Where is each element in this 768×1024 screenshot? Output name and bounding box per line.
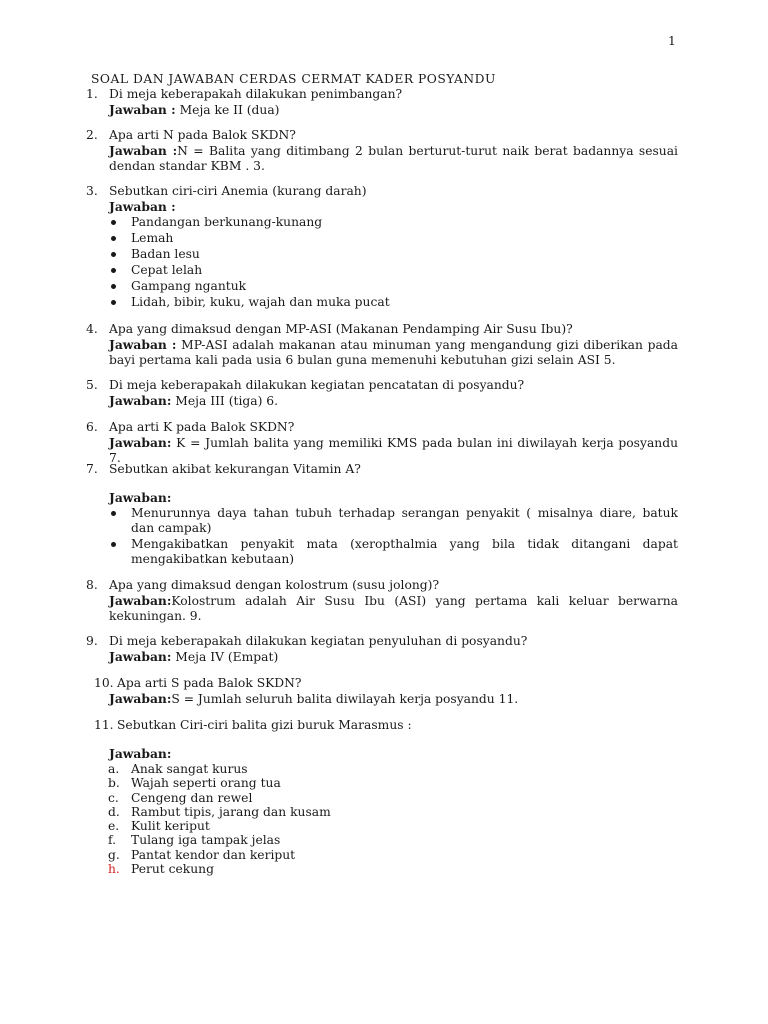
question-text: Apa arti S pada Balok SKDN? [117, 676, 302, 690]
question-number: 7. [86, 462, 98, 476]
question-6 [86, 420, 678, 466]
question-1 [86, 87, 678, 118]
document-title: SOAL DAN JAWABAN CERDAS CERMAT KADER POSYANDU [91, 72, 496, 86]
answer [86, 199, 678, 215]
answer-label: Jawaban : [109, 199, 176, 214]
bullet-list [86, 506, 678, 567]
bullet-icon [111, 284, 116, 289]
answer-text: Meja ke II (dua) [175, 103, 280, 117]
answer-text: K = Jumlah balita yang memiliki KMS pada bulan ini diwilayah kerja posyandu 7. [109, 436, 678, 465]
answer [86, 490, 678, 506]
list-item: g. Pantat kendor dan keriput [108, 847, 296, 862]
answer-label: Jawaban : [109, 143, 178, 158]
question-7 [86, 462, 678, 568]
answer [86, 393, 678, 409]
question-10 [86, 676, 678, 707]
answer [86, 691, 678, 707]
question-text: Sebutkan ciri-ciri Anemia (kurang darah) [109, 184, 367, 198]
list-item: Gampang ngantuk [108, 279, 678, 294]
list-item: e. Kulit keriput [108, 819, 210, 834]
question-text: Apa yang dimaksud dengan kolostrum (susu jolong)? [109, 578, 440, 592]
list-item: Lemah [108, 231, 678, 246]
bullet-icon [111, 542, 116, 547]
bullet-icon [111, 236, 116, 241]
list-item: f. Tulang iga tampak jelas [108, 833, 281, 848]
question-5 [86, 378, 678, 409]
question-number: 9. [86, 634, 98, 648]
answer [86, 337, 678, 368]
answer-label: Jawaban: [109, 691, 172, 706]
list-item: a. Anak sangat kurus [108, 762, 248, 776]
list-item: Lidah, bibir, kuku, wajah dan muka pucat [108, 295, 678, 310]
list-item: Cepat lelah [108, 263, 678, 278]
answer-label: Jawaban: [109, 593, 172, 608]
question-number: 6. [86, 420, 98, 434]
bullet-icon [111, 252, 116, 257]
answer-text: Kolostrum adalah Air Susu Ibu (ASI) yang pertama kali keluar berwarna kekuningan. 9. [109, 594, 678, 623]
list-item: Pandangan berkunang-kunang [108, 215, 678, 230]
answer-text: N = Balita yang ditimbang 2 bulan berturut-turut naik berat badannya sesuai dendan standar KBM . 3. [109, 144, 678, 173]
answer-label: Jawaban: [109, 746, 172, 761]
bullet-list [86, 215, 678, 310]
question-2 [86, 128, 678, 174]
answer-label: Jawaban : [109, 102, 176, 117]
page-number: 1 [668, 34, 676, 48]
answer-label: Jawaban: [109, 649, 172, 664]
question-9 [86, 634, 678, 665]
answer-label: Jawaban: [109, 393, 172, 408]
bullet-icon [111, 300, 116, 305]
question-text: Di meja keberapakah dilakukan kegiatan pencatatan di posyandu? [109, 378, 525, 392]
bullet-icon [111, 268, 116, 273]
list-item: b. Wajah seperti orang tua [108, 776, 281, 791]
answer-text: Meja IV (Empat) [171, 650, 279, 664]
answer-label: Jawaban : [109, 337, 177, 352]
list-item: Mengakibatkan penyakit mata (xeropthalmia yang bila tidak ditangani dapat mengakibatkan kebutaan) [108, 537, 678, 567]
question-11 [86, 718, 678, 876]
question-text: Sebutkan Ciri-ciri balita gizi buruk Marasmus : [117, 718, 412, 732]
answer [86, 593, 678, 624]
answer-label: Jawaban: [109, 490, 172, 505]
question-number: 11. [94, 718, 114, 732]
lettered-list [86, 762, 678, 876]
answer [86, 746, 678, 762]
question-number: 4. [86, 322, 98, 336]
list-item: Badan lesu [108, 247, 678, 262]
question-text: Di meja keberapakah dilakukan kegiatan penyuluhan di posyandu? [109, 634, 528, 648]
answer-text: MP-ASI adalah makanan atau minuman yang mengandung gizi diberikan pada bayi pertama kali pada usia 6 bulan guna memenuhi kebutuhan gizi selain ASI 5. [109, 338, 678, 367]
question-number: 10. [94, 676, 114, 690]
question-number: 1. [86, 87, 98, 101]
question-text: Sebutkan akibat kekurangan Vitamin A? [109, 462, 361, 476]
question-4 [86, 322, 678, 368]
bullet-icon [111, 511, 116, 516]
answer-text: Meja III (tiga) 6. [171, 394, 279, 408]
question-number: 3. [86, 184, 98, 198]
answer [86, 649, 678, 665]
list-item: h. Perut cekung [108, 862, 214, 877]
answer-text: S = Jumlah seluruh balita diwilayah kerja posyandu 11. [171, 692, 519, 706]
question-number: 8. [86, 578, 98, 592]
answer [86, 102, 678, 118]
list-item: Menurunnya daya tahan tubuh terhadap serangan penyakit ( misalnya diare, batuk dan campak) [108, 506, 678, 536]
question-text: Apa arti N pada Balok SKDN? [109, 128, 296, 142]
question-number: 2. [86, 128, 98, 142]
list-item: d. Rambut tipis, jarang dan kusam [108, 804, 331, 819]
question-8 [86, 578, 678, 624]
answer [86, 143, 678, 174]
question-text: Apa yang dimaksud dengan MP-ASI (Makanan Pendamping Air Susu Ibu)? [109, 322, 573, 336]
answer-label: Jawaban: [109, 435, 172, 450]
question-text: Di meja keberapakah dilakukan penimbangan? [109, 87, 403, 101]
bullet-icon [111, 220, 116, 225]
question-text: Apa arti K pada Balok SKDN? [109, 420, 295, 434]
question-number: 5. [86, 378, 98, 392]
list-item: c. Cengeng dan rewel [108, 790, 253, 805]
question-3 [86, 184, 678, 311]
